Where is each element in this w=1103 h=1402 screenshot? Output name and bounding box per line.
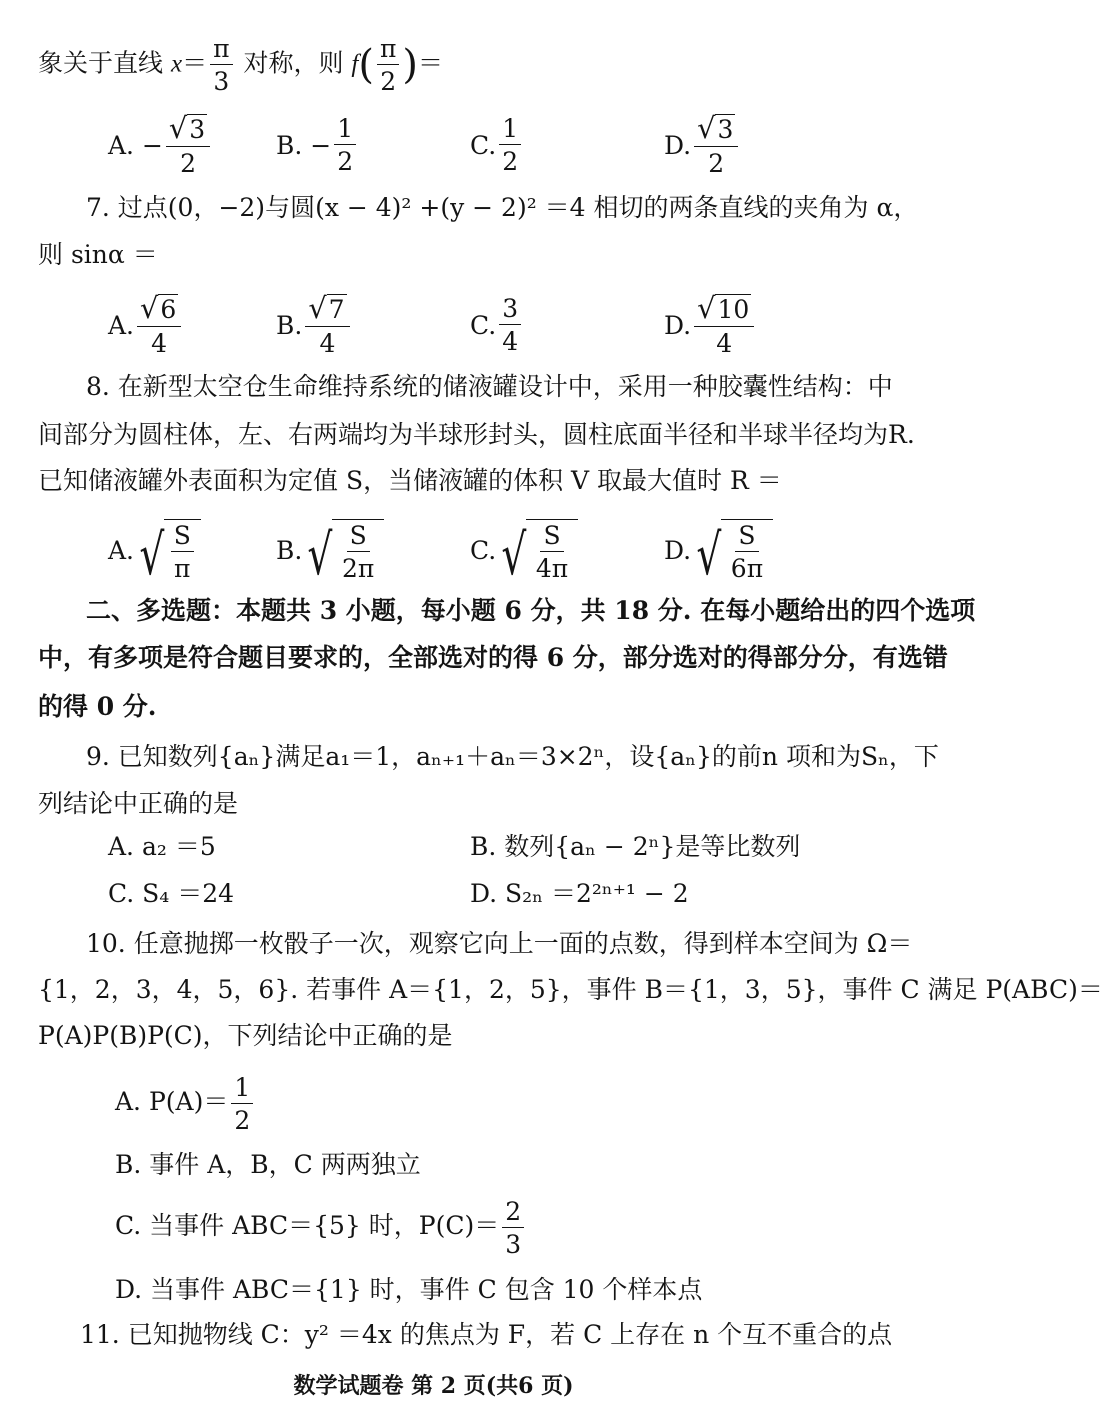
- q7-line-2: 则 sinα ＝: [38, 240, 158, 269]
- q9-option-d: D. S₂ₙ ＝2²ⁿ⁺¹ − 2: [470, 879, 689, 908]
- q10-option-b: B. 事件 A，B，C 两两独立: [115, 1150, 421, 1179]
- q8-option-d: D. √ $\frac{S}{6\pi}$: [664, 512, 773, 588]
- q8-line-3: 已知储液罐外表面积为定值 S，当储液罐的体积 V 取最大值时 R ＝: [38, 466, 782, 495]
- section2-line-1: 二、多选题：本题共 3 小题，每小题 6 分，共 18 分. 在每小题给出的四个选项: [86, 596, 976, 625]
- q10-line-2: {1，2，3，4，5，6}. 若事件 A＝{1，2，5}，事件 B＝{1，3，5}，事件 C 满足 P(ABC)＝: [38, 975, 1103, 1004]
- q9-option-b: B. 数列{aₙ − 2ⁿ}是等比数列: [470, 832, 801, 861]
- q7-option-c: C. $\frac{3}{4}$: [470, 290, 524, 360]
- q6-options: [108, 110, 808, 180]
- q7-option-b: B. √ 7 4: [276, 290, 353, 360]
- q9-line-1: 9. 已知数列{aₙ}满足a₁＝1，aₙ₊₁＋aₙ＝3×2ⁿ，设{aₙ}的前n 项和为Sₙ，下: [86, 742, 939, 771]
- q7-option-d: D. √ 10 4: [664, 290, 757, 360]
- q9-option-a: A. a₂ ＝5: [108, 832, 216, 861]
- q8-option-b: B. √ $\frac{S}{2\pi}$: [276, 512, 384, 588]
- section2-line-3: 的得 0 分.: [38, 692, 157, 721]
- q7-line-1: 7. 过点(0，−2)与圆(x − 4)² +(y − 2)² ＝4 相切的两条直线的夹角为 α，: [86, 193, 919, 222]
- q6-option-c: C. $\frac{1}{2}$: [470, 110, 524, 180]
- q6-option-a: A. − √ 3 2: [108, 110, 213, 180]
- q7-option-a: A. √ 6 4: [108, 290, 184, 360]
- q10-line-1: 10. 任意抛掷一枚骰子一次，观察它向上一面的点数，得到样本空间为 Ω＝: [86, 929, 913, 958]
- q8-options: [108, 512, 808, 588]
- q6-stem-tail: 象关于直线 x＝ $\frac{\pi}{3}$ 对称，则 f( $\frac{\pi}{2}$ )＝: [38, 34, 444, 96]
- q10-line-3: P(A)P(B)P(C)，下列结论中正确的是: [38, 1021, 453, 1050]
- q10-option-a: A. P(A)＝ $\frac{1}{2}$: [115, 1072, 256, 1133]
- q11-line-1: 11. 已知抛物线 C：y² ＝4x 的焦点为 F，若 C 上存在 n 个互不重合的点: [80, 1320, 893, 1349]
- q10-option-d: D. 当事件 ABC＝{1} 时，事件 C 包含 10 个样本点: [115, 1275, 703, 1304]
- q8-option-a: A. √ $\frac{S}{\pi}$: [108, 512, 201, 588]
- section2-line-2: 中，有多项是符合题目要求的，全部选对的得 6 分，部分选对的得部分分，有选错: [38, 643, 948, 672]
- q8-option-c: C. √ $\frac{S}{4\pi}$: [470, 512, 578, 588]
- q9-line-2: 列结论中正确的是: [38, 789, 239, 818]
- q10-option-c: C. 当事件 ABC＝{5} 时，P(C)＝ $\frac{2}{3}$: [115, 1196, 527, 1257]
- q9-option-c: C. S₄ ＝24: [108, 879, 235, 908]
- q7-options: [108, 290, 808, 360]
- q8-line-2: 间部分为圆柱体，左、右两端均为半球形封头，圆柱底面半径和半球半径均为R.: [38, 420, 915, 449]
- page-footer: 数学试题卷 第 2 页(共6 页): [293, 1373, 574, 1399]
- q8-line-1: 8. 在新型太空仓生命维持系统的储液罐设计中，采用一种胶囊性结构：中: [86, 372, 893, 401]
- q6-option-d: D. √ 3 2: [664, 110, 741, 180]
- q6-option-b: B. − $\frac{1}{2}$: [276, 110, 359, 180]
